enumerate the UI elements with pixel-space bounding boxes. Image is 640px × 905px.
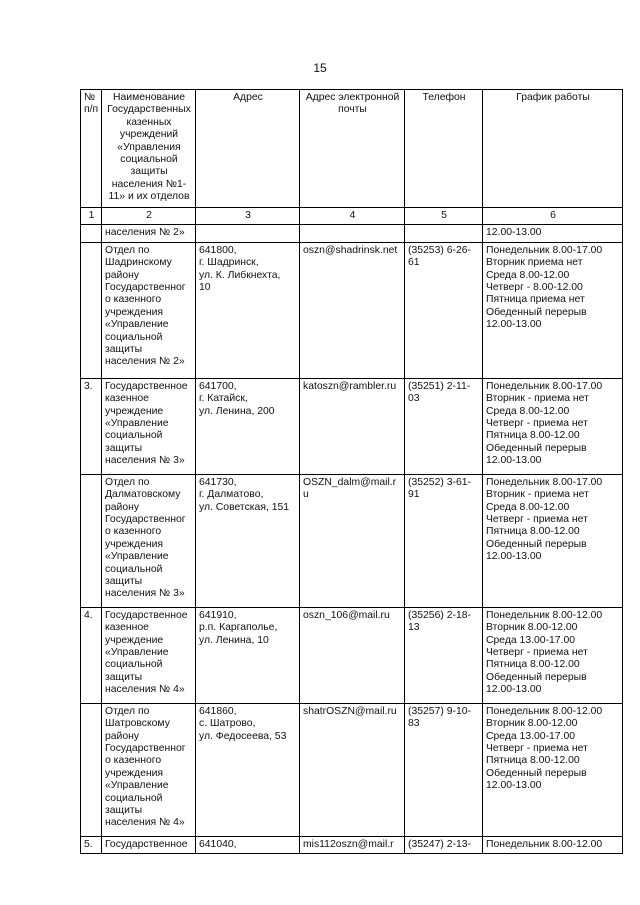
institution-phone: (35253) 6-26- 61 [405,242,483,378]
institution-name: Отдел по Шадринскому району Государственног о казенного учреждения «Управление социальной защиты населения № 2» [102,242,196,378]
table-row [81,474,623,607]
table-row [81,836,623,853]
institution-schedule: Понедельник 8.00-17.00 Вторник приема нет Среда 8.00-12.00 Четверг - 8.00-12.00 Пятница приема нет Обеденный перерыв 12.00-13.00 [483,242,623,378]
page-number: 15 [313,61,327,75]
institution-email: OSZN_dalm@mail.r u [300,474,405,607]
row-num [81,474,102,607]
table-row [81,378,623,474]
institution-address: 641730, г. Далматово, ул. Советская, 151 [196,474,300,607]
header-address: Адрес [196,90,300,208]
institution-phone: (35251) 2-11- 03 [405,378,483,474]
institution-schedule: Понедельник 8.00-17.00 Вторник - приема нет Среда 8.00-12.00 Четверг - приема нет Пятница 8.00-12.00 Обеденный перерыв 12.00-13.00 [483,474,623,607]
institution-email: oszn_106@mail.ru [300,607,405,703]
institution-email [300,225,405,242]
row-num [81,242,102,378]
institution-schedule: Понедельник 8.00-12.00 [483,836,623,853]
institution-email: oszn@shadrinsk.net [300,242,405,378]
institution-name: Государственное казенное учреждение «Управление социальной защиты населения № 4» [102,607,196,703]
institution-email: mis112oszn@mail.r [300,836,405,853]
column-index: 3 [196,208,300,225]
institution-address: 641040, [196,836,300,853]
institution-address: 641860, с. Шатрово, ул. Федосеева, 53 [196,703,300,836]
institution-phone: (35247) 2-13- [405,836,483,853]
institution-name: Отдел по Далматовскому району Государственног о казенного учреждения «Управление социальной защиты населения № 3» [102,474,196,607]
column-index-row [81,208,623,225]
row-num [81,225,102,242]
table-row [81,703,623,836]
institution-address: 641910, р.п. Каргаполье, ул. Ленина, 10 [196,607,300,703]
institution-phone: (35257) 9-10- 83 [405,703,483,836]
institution-address: 641800, г. Шадринск, ул. К. Либкнехта, 10 [196,242,300,378]
institution-name: Государственное [102,836,196,853]
header-name: Наименование Государственных казенных учреждений «Управления социальной защиты населения №1- 11» и их отделов [102,90,196,208]
institution-phone: (35256) 2-18- 13 [405,607,483,703]
institution-schedule: 12.00-13.00 [483,225,623,242]
institution-phone: (35252) 3-61- 91 [405,474,483,607]
institution-schedule: Понедельник 8.00-17.00 Вторник - приема нет Среда 8.00-12.00 Четверг - приема нет Пятница 8.00-12.00 Обеденный перерыв 12.00-13.00 [483,378,623,474]
table-header-row [81,90,623,208]
institution-email: shatrOSZN@mail.ru [300,703,405,836]
institution-name: населения № 2» [102,225,196,242]
row-num: 4. [81,607,102,703]
column-index: 1 [81,208,102,225]
column-index: 2 [102,208,196,225]
header-schedule: График работы [483,90,623,208]
table-row [81,225,623,242]
table-row [81,607,623,703]
institution-address [196,225,300,242]
institutions-table [80,89,623,854]
table-row [81,242,623,378]
column-index: 6 [483,208,623,225]
institution-phone [405,225,483,242]
header-num: № п/п [81,90,102,208]
column-index: 4 [300,208,405,225]
row-num: 3. [81,378,102,474]
institution-name: Государственное казенное учреждение «Управление социальной защиты населения № 3» [102,378,196,474]
header-email: Адрес электронной почты [300,90,405,208]
institution-email: katoszn@rambler.ru [300,378,405,474]
institution-schedule: Понедельник 8.00-12.00 Вторник 8.00-12.00 Среда 13.00-17.00 Четверг - приема нет Пятница 8.00-12.00 Обеденный перерыв 12.00-13.00 [483,703,623,836]
institution-name: Отдел по Шатровскому району Государственног о казенного учреждения «Управление социальной защиты населения № 4» [102,703,196,836]
row-num: 5. [81,836,102,853]
institution-schedule: Понедельник 8.00-12.00 Вторник 8.00-12.00 Среда 13.00-17.00 Четверг - приема нет Пятница 8.00-12.00 Обеденный перерыв 12.00-13.00 [483,607,623,703]
column-index: 5 [405,208,483,225]
row-num [81,703,102,836]
institution-address: 641700, г. Катайск, ул. Ленина, 200 [196,378,300,474]
header-phone: Телефон [405,90,483,208]
